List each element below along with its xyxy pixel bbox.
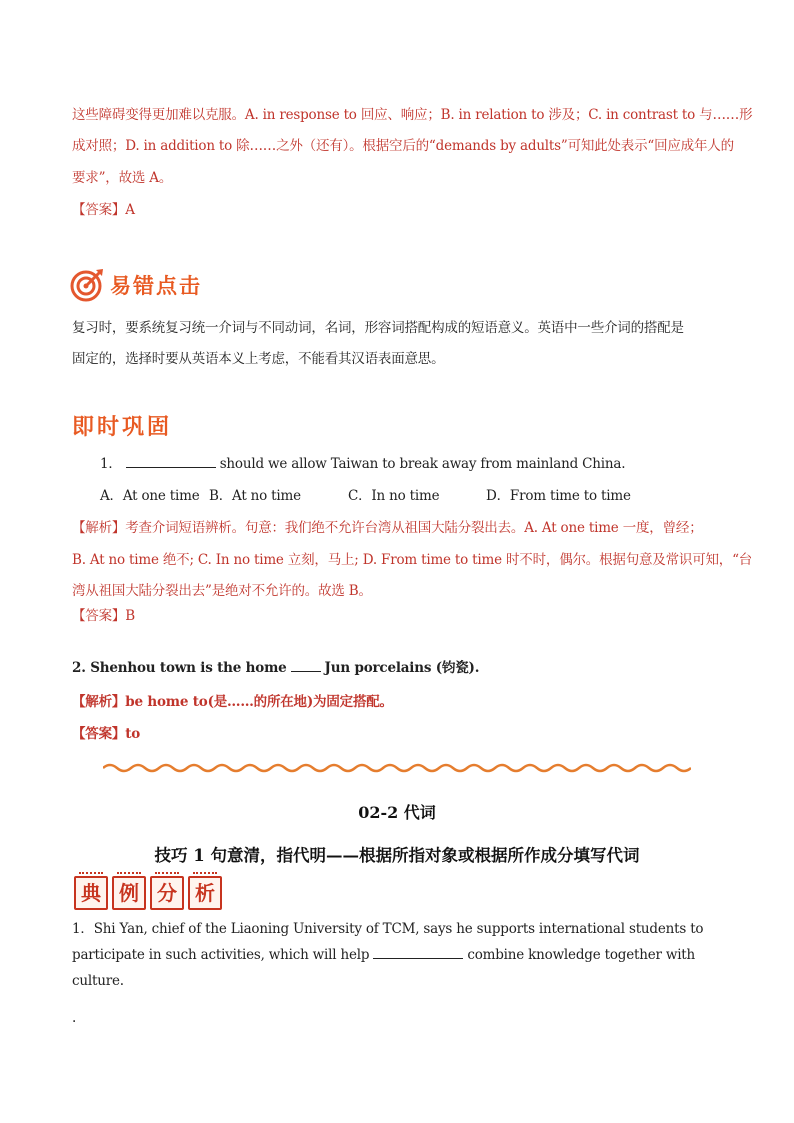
q1-option-a: A．At one time (100, 488, 200, 504)
section-number-title: 02-2 代词 (358, 803, 436, 822)
example-q1-line-2-before: participate in such activities, which will help (72, 947, 370, 963)
q1-analysis-label: 【解析】 (72, 520, 126, 536)
wave-divider (103, 762, 691, 774)
q2-blank (291, 658, 321, 672)
q1-option-c: C．In no time (348, 488, 440, 504)
q2-text-before: Shenhou town is the home (90, 660, 287, 676)
target-icon (70, 268, 104, 302)
tile-3: 分 (150, 876, 184, 910)
q1-analysis-1 (72, 516, 703, 536)
tile-2: 例 (112, 876, 146, 910)
trailing-dot: . (72, 1010, 77, 1026)
consolidate-banner (72, 410, 172, 441)
q2-analysis (72, 690, 393, 710)
q2-analysis-text: be home to(是……的所在地)为固定搭配。 (125, 694, 393, 710)
tip-banner (70, 268, 202, 302)
q2-answer-label: 【答案】 (72, 726, 126, 742)
example-q1-line-2 (72, 945, 695, 963)
skill-title: 技巧 1 句意清，指代明——根据所指对象或根据所作成分填写代词 (154, 846, 640, 865)
tile-4: 析 (188, 876, 222, 910)
q1-analysis-text-1: 考查介词短语辨析。句意：我们绝不允许台湾从祖国大陆分裂出去。A. At one time 一度，曾经； (125, 520, 703, 536)
q1-answer-value: B (125, 608, 135, 624)
answer-label: 【答案】 (72, 202, 126, 218)
intro-line-2: 成对照；D. in addition to 除……之外（还有）。根据空后的“demands by adults”可知此处表示“回应成年人的 (72, 138, 734, 154)
tip-line-1: 复习时，要系统复习统一介词与不同动词，名词，形容词搭配构成的短语意义。英语中一些介词的搭配是 (72, 320, 684, 336)
q1-answer-label: 【答案】 (72, 608, 126, 624)
q1-stem (100, 452, 625, 472)
q1-analysis-2: B. At no time 绝不; C. In no time 立刻，马上; D. From time to time 时不时，偶尔。根据句意及常识可知，“台 (72, 552, 753, 568)
consolidate-banner-title: 即时巩固 (72, 415, 173, 440)
tip-line-2: 固定的，选择时要从英语本义上考虑，不能看其汉语表面意思。 (72, 351, 445, 367)
q1-number: 1． (100, 456, 122, 472)
q1-option-b: B．At no time (209, 488, 301, 504)
intro-line-1: 这些障碍变得更加难以克服。A. in response to 回应、响应；B. in relation to 涉及；C. in contrast to 与……形 (72, 107, 753, 123)
q1-analysis-3: 湾从祖国大陆分裂出去”是绝对不允许的。故选 B。 (72, 583, 372, 599)
q2-answer (72, 722, 140, 742)
example-q1-line-2-after: combine knowledge together with (467, 947, 696, 963)
q1-text: should we allow Taiwan to break away from mainland China. (219, 456, 626, 472)
intro-answer (72, 198, 135, 218)
example-analysis-banner (74, 876, 222, 910)
q2-analysis-label: 【解析】 (72, 694, 126, 710)
tile-1: 典 (74, 876, 108, 910)
example-q1-line-1: 1．Shi Yan, chief of the Liaoning University of TCM, says he supports international students to (72, 921, 704, 937)
answer-value: A (125, 202, 135, 218)
tip-banner-title: 易错点击 (110, 274, 202, 298)
q1-blank (126, 454, 216, 468)
q1-option-d: D．From time to time (486, 488, 631, 504)
intro-line-3: 要求”，故选 A。 (72, 170, 173, 186)
q2-text-after: Jun porcelains (钧瓷). (324, 660, 480, 676)
q2-number: 2. (72, 660, 86, 676)
example-q1-blank (373, 945, 463, 959)
q2-answer-value: to (125, 726, 141, 742)
q2-stem (72, 656, 479, 676)
example-q1-line-3: culture. (72, 973, 124, 989)
q1-answer (72, 604, 135, 624)
